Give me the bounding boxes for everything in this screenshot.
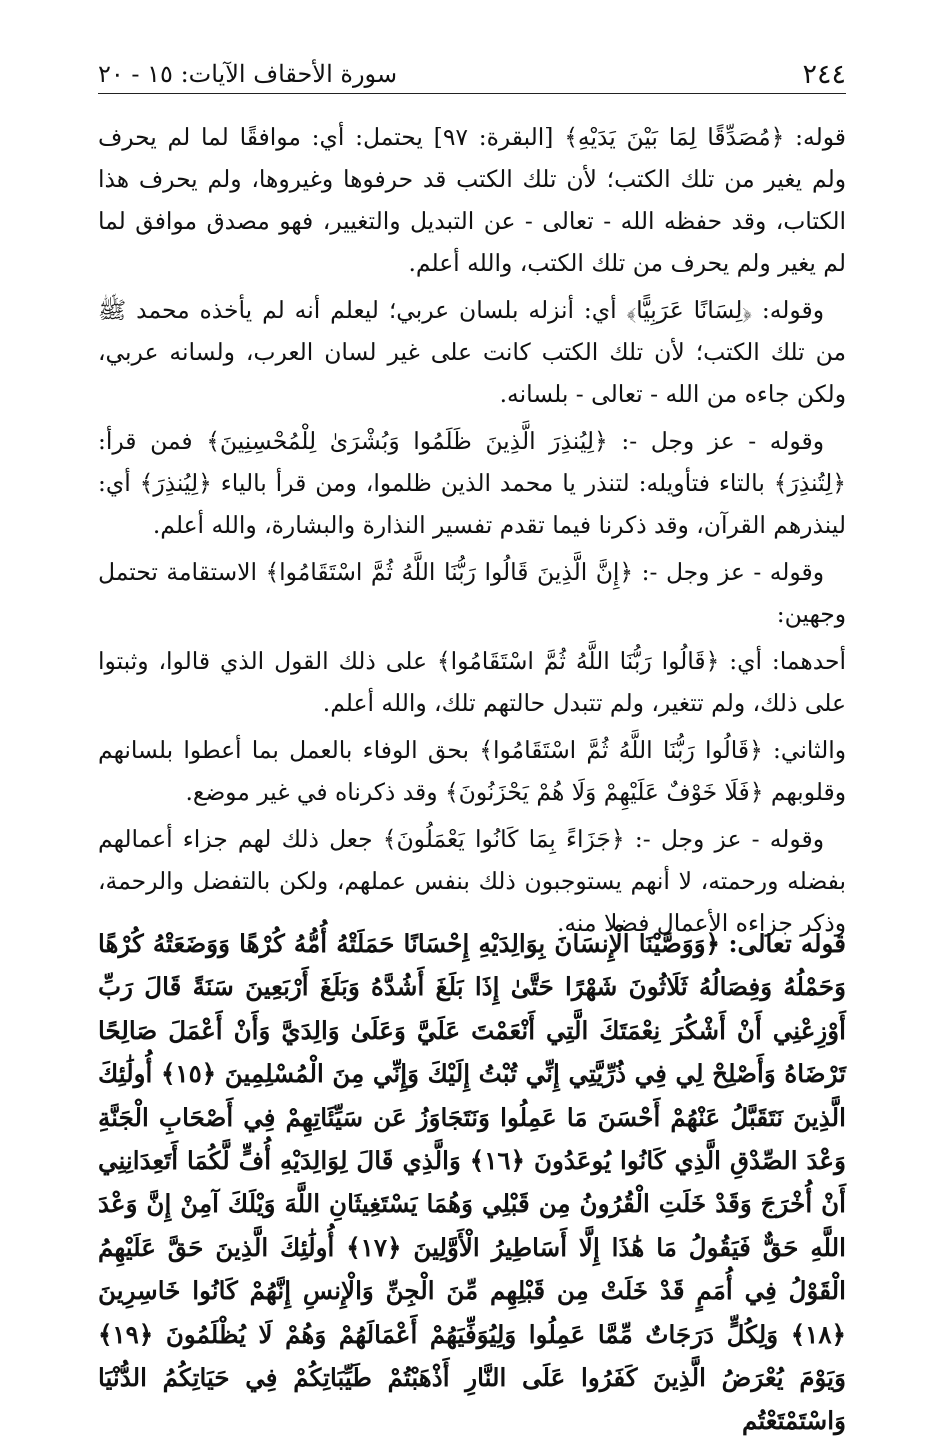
page-header [98, 55, 846, 94]
paragraph-istiqama: وقوله - عز وجل -: ﴿إِنَّ الَّذِينَ قَالُوا رَبُّنَا اللَّهُ ثُمَّ اسْتَقَامُوا﴾ الاستقامة تحتمل وجهين: [98, 558, 846, 628]
paragraph-li-yundhira: وقوله - عز وجل -: ﴿لِيُنذِرَ الَّذِينَ ظَلَمُوا وَبُشْرَىٰ لِلْمُحْسِنِينَ﴾ فمن قرأ: ﴿لِتُنذِرَ﴾ بالتاء فتأويله: لتنذر يا محمد الذين ظلموا، ومن قرأ بالياء ﴿لِيُنذِرَ﴾ أي: لينذرهم القرآن، وقد ذكرنا فيما تقدم تفسير النذارة والبشارة، والله أعلم. [98, 427, 846, 539]
paragraph-lisanan-arabiyya: وقوله: ﴿لِسَانًا عَرَبِيًّا﴾ أي: أنزله بلسان عربي؛ ليعلم أنه لم يأخذه محمد ﷺ من تلك الكتب؛ لأن تلك الكتب كانت على غير لسان العرب، ولسانه عربي، ولكن جاءه من الله - تعالى - بلسانه. [98, 296, 846, 408]
running-title: سورة الأحقاف الآيات: ١٥ - ٢٠ [98, 60, 398, 88]
commentary-body [98, 116, 846, 949]
quran-passage [98, 922, 846, 1443]
paragraph-first-aspect: أحدهما: أي: ﴿قَالُوا رَبُّنَا اللَّهُ ثُمَّ اسْتَقَامُوا﴾ على ذلك القول الذي قالوا، وثبتوا على ذلك، ولم تتغير، ولم تتبدل حالتهم تلك، والله أعلم. [98, 647, 846, 717]
page-number: ٢٤٤ [802, 59, 846, 90]
paragraph-jazaa: وقوله - عز وجل -: ﴿جَزَاءً بِمَا كَانُوا يَعْمَلُونَ﴾ جعل ذلك لهم جزاء أعمالهم بفضله ورحمته، لا أنهم يستوجبون ذلك بنفس عملهم، ولكن بالتفضل والرحمة، وذكر جزاءه الأعمال فضلا منه. [98, 825, 846, 937]
paragraph-musaddiq: قوله: ﴿مُصَدِّقًا لِمَا بَيْنَ يَدَيْهِ﴾ [البقرة: ٩٧] يحتمل: أي: موافقًا لما لم يحرف ولم يغير من تلك الكتب؛ لأن تلك الكتب قد حرفوها وغيروها، ولم يحرف هذا الكتاب، وقد حفظه الله - تعالى - عن التبديل والتغيير، فهو مصدق موافق لما لم يغير ولم يحرف من تلك الكتب، والله أعلم. [98, 123, 846, 277]
paragraph-second-aspect: والثاني: ﴿قَالُوا رَبُّنَا اللَّهُ ثُمَّ اسْتَقَامُوا﴾ بحق الوفاء بالعمل بما أعطوا بلسانهم وقلوبهم ﴿فَلَا خَوْفٌ عَلَيْهِمْ وَلَا هُمْ يَحْزَنُونَ﴾ وقد ذكرناه في غير موضع. [98, 736, 846, 806]
quran-passage-lead: قوله تعالى: [728, 929, 846, 958]
quran-ayat-15-20: ﴿وَوَصَّيْنَا الْإِنسَانَ بِوَالِدَيْهِ إِحْسَانًا حَمَلَتْهُ أُمُّهُ كُرْهًا وَوَضَعَتْهُ كُرْهًا وَحَمْلُهُ وَفِصَالُهُ ثَلَاثُونَ شَهْرًا حَتَّىٰ إِذَا بَلَغَ أَشُدَّهُ وَبَلَغَ أَرْبَعِينَ سَنَةً قَالَ رَبِّ أَوْزِعْنِي أَنْ أَشْكُرَ نِعْمَتَكَ الَّتِي أَنْعَمْتَ عَلَيَّ وَعَلَىٰ وَالِدَيَّ وَأَنْ أَعْمَلَ صَالِحًا تَرْضَاهُ وَأَصْلِحْ لِي فِي ذُرِّيَّتِي إِنِّي تُبْتُ إِلَيْكَ وَإِنِّي مِنَ الْمُسْلِمِينَ ﴿١٥﴾ أُولَٰئِكَ الَّذِينَ نَتَقَبَّلُ عَنْهُمْ أَحْسَنَ مَا عَمِلُوا وَنَتَجَاوَزُ عَن سَيِّئَاتِهِمْ فِي أَصْحَابِ الْجَنَّةِ وَعْدَ الصِّدْقِ الَّذِي كَانُوا يُوعَدُونَ ﴿١٦﴾ وَالَّذِي قَالَ لِوَالِدَيْهِ أُفٍّ لَّكُمَا أَتَعِدَانِنِي أَنْ أُخْرَجَ وَقَدْ خَلَتِ الْقُرُونُ مِن قَبْلِي وَهُمَا يَسْتَغِيثَانِ اللَّهَ وَيْلَكَ آمِنْ إِنَّ وَعْدَ اللَّهِ حَقٌّ فَيَقُولُ مَا هَٰذَا إِلَّا أَسَاطِيرُ الْأَوَّلِينَ ﴿١٧﴾ أُولَٰئِكَ الَّذِينَ حَقَّ عَلَيْهِمُ الْقَوْلُ فِي أُمَمٍ قَدْ خَلَتْ مِن قَبْلِهِم مِّنَ الْجِنِّ وَالْإِنسِ إِنَّهُمْ كَانُوا خَاسِرِينَ ﴿١٨﴾ وَلِكُلٍّ دَرَجَاتٌ مِّمَّا عَمِلُوا وَلِيُوَفِّيَهُمْ أَعْمَالَهُمْ وَهُمْ لَا يُظْلَمُونَ ﴿١٩﴾ وَيَوْمَ يُعْرَضُ الَّذِينَ كَفَرُوا عَلَى النَّارِ أَذْهَبْتُمْ طَيِّبَاتِكُمْ فِي حَيَاتِكُمُ الدُّنْيَا وَاسْتَمْتَعْتُم [98, 929, 847, 1436]
